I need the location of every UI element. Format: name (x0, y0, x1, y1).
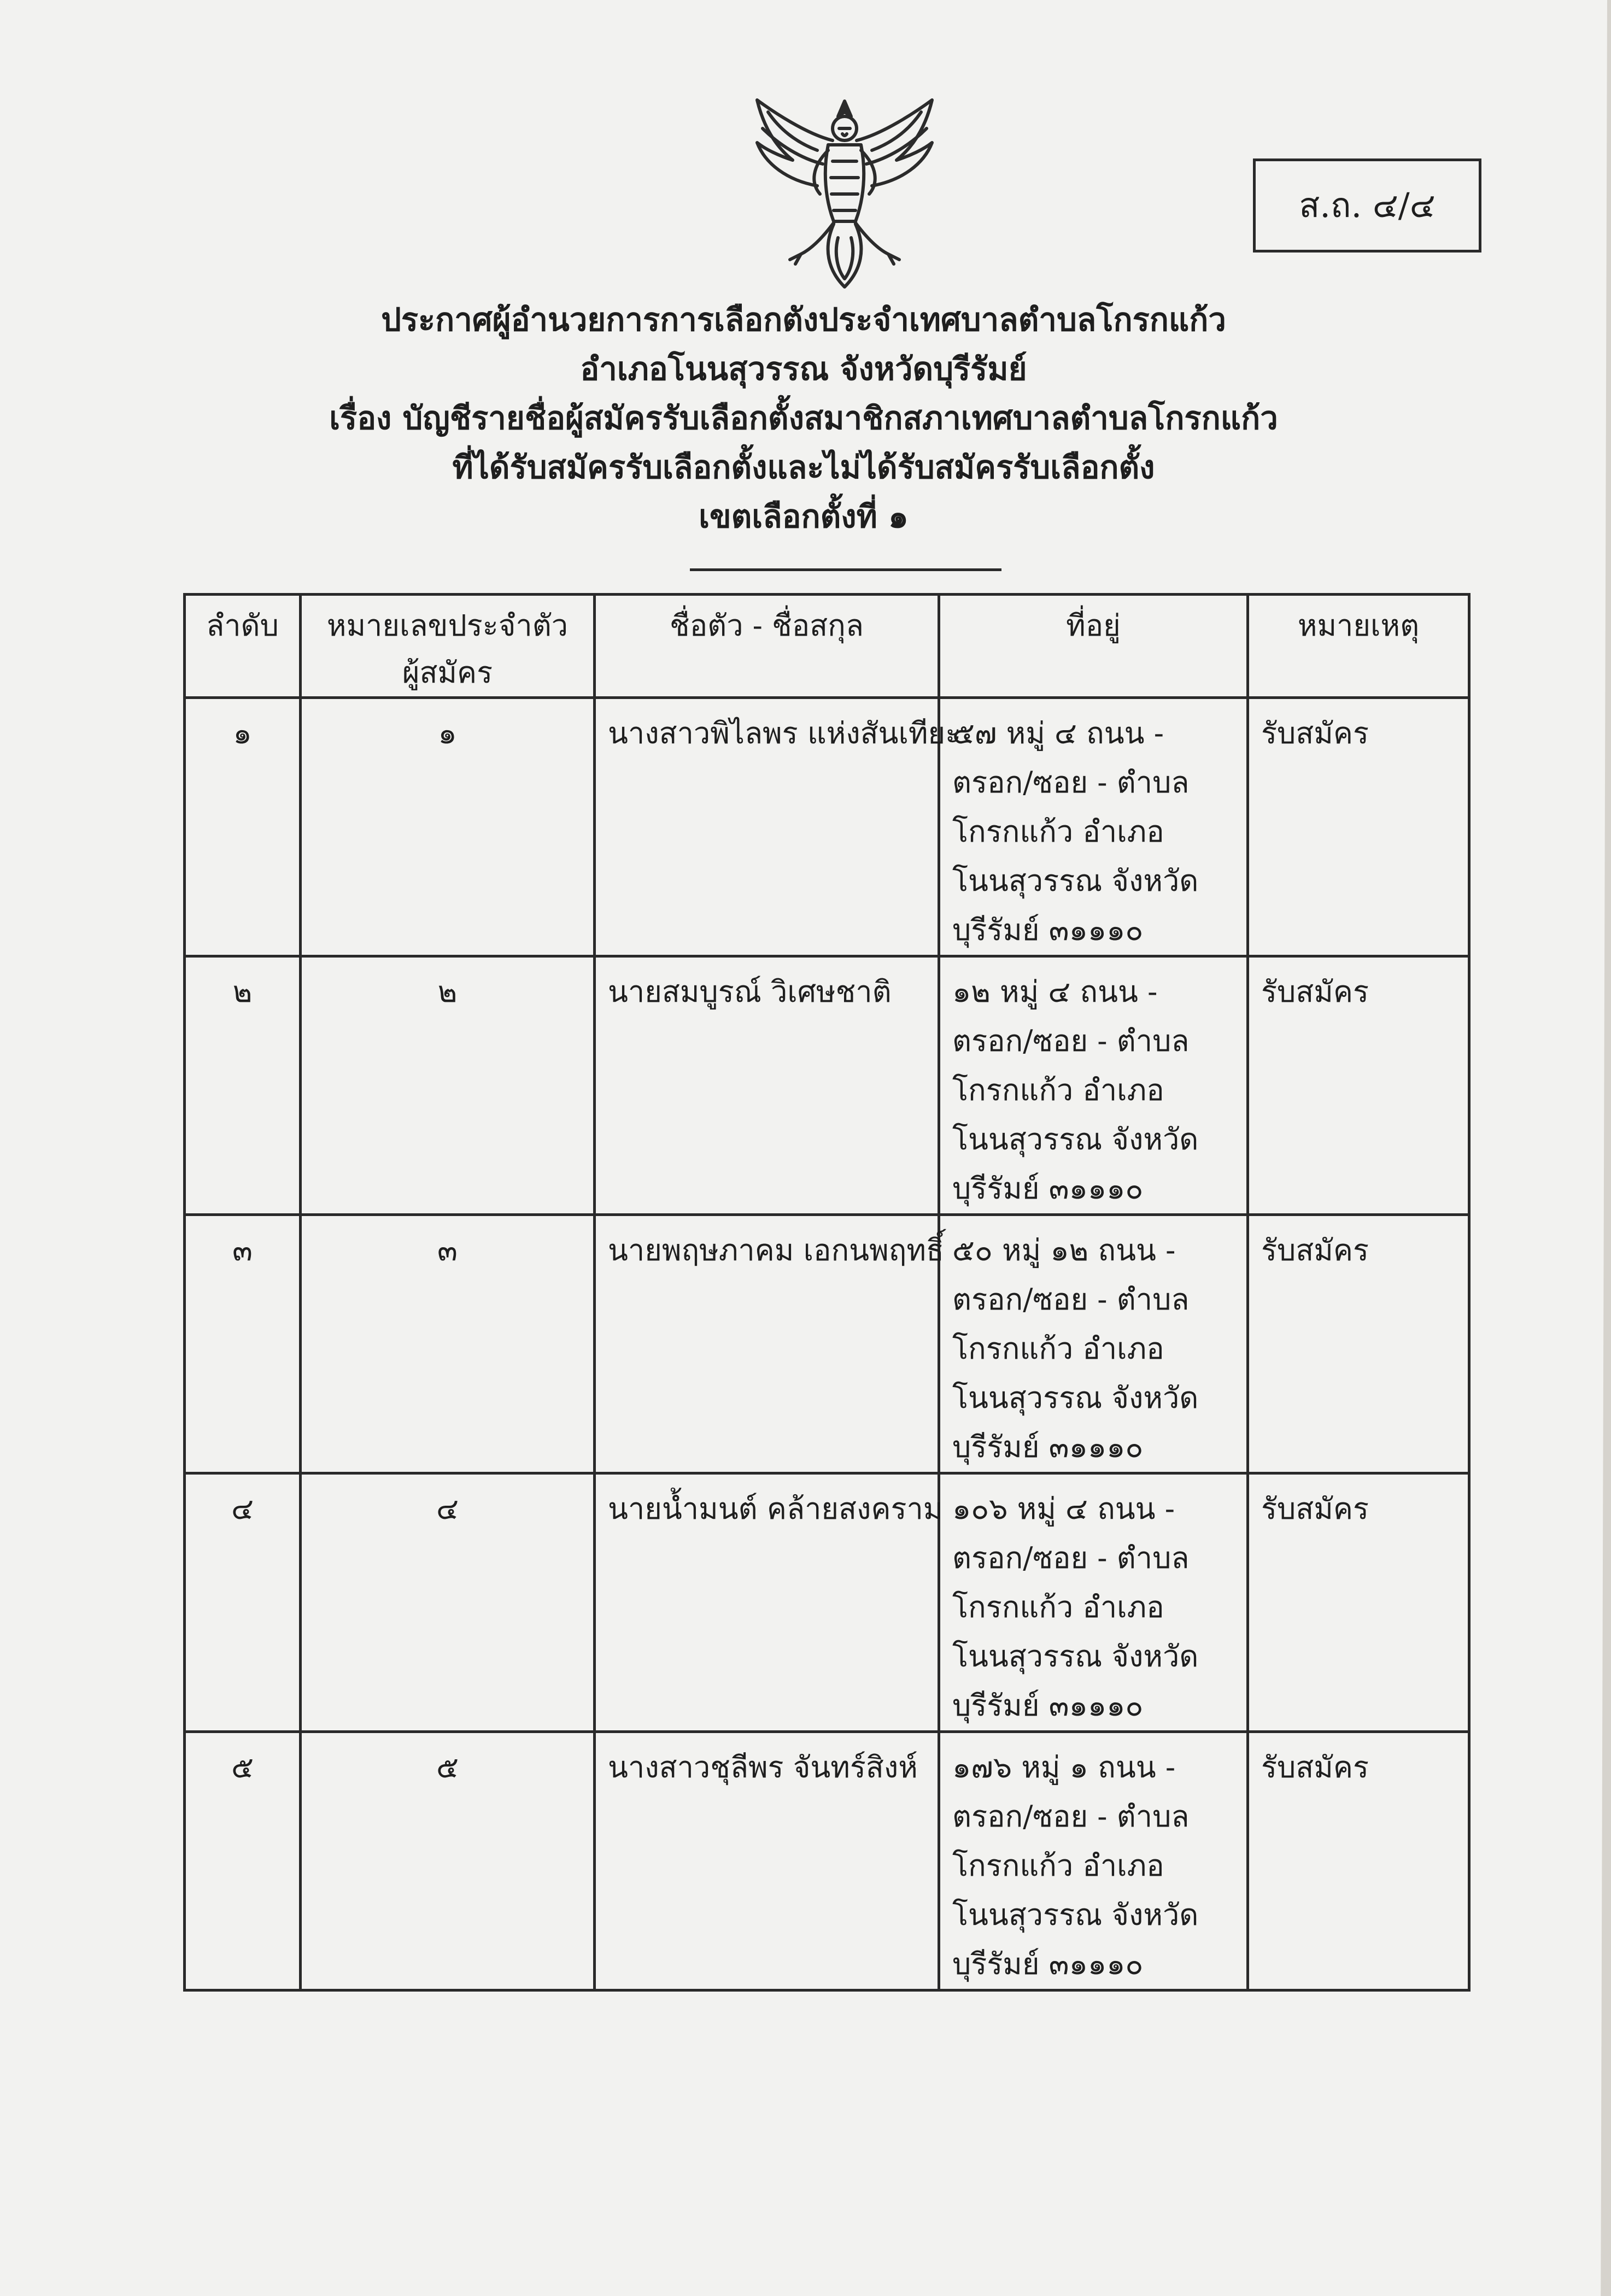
header-index: ลำดับ (185, 595, 301, 698)
form-code: ส.ถ. ๔/๔ (1299, 185, 1436, 225)
address-line: โกรกแก้ว อำเภอ (952, 814, 1164, 849)
header-name: ชื่อตัว - ชื่อสกุล (595, 595, 939, 698)
table-row (185, 1215, 1469, 1473)
row-name-text: นายน้ำมนต์ คล้ายสงคราม (608, 1491, 943, 1526)
announcement-header (0, 295, 1607, 541)
address-line: ๑๒ หมู่ ๔ ถนน - (952, 974, 1158, 1009)
address-line: โกรกแก้ว อำเภอ (952, 1331, 1164, 1366)
header-line-2: อำเภอโนนสุวรรณ จังหวัดบุรีรัมย์ (580, 350, 1027, 387)
address-line: โนนสุวรรณ จังหวัด (952, 1122, 1199, 1156)
address-line: โนนสุวรรณ จังหวัด (952, 864, 1199, 898)
table-header-row (185, 595, 1469, 698)
header-divider (690, 568, 1001, 571)
address-line: บุรีรัมย์ ๓๑๑๑๐ (952, 1430, 1144, 1464)
address-line: ตรอก/ซอย - ตำบล (952, 1541, 1190, 1575)
row-note: รับสมัคร (1248, 1732, 1469, 1990)
address-line: บุรีรัมย์ ๓๑๑๑๐ (952, 1171, 1144, 1206)
row-index: ๒ (185, 956, 301, 1215)
row-name (595, 698, 962, 956)
address-line: ตรอก/ซอย - ตำบล (952, 1799, 1190, 1834)
row-number: ๑ (301, 698, 595, 956)
row-note: รับสมัคร (1248, 1473, 1469, 1732)
address-line: ๑๐๖ หมู่ ๔ ถนน - (952, 1491, 1175, 1526)
address-line: บุรีรัมย์ ๓๑๑๑๐ (952, 1947, 1144, 1981)
row-name-text: นางสาวชุลีพร จันทร์สิงห์ (608, 1750, 918, 1784)
address-line: โกรกแก้ว อำเภอ (952, 1073, 1164, 1107)
row-name (595, 1473, 943, 1732)
garuda-emblem-icon (741, 90, 948, 298)
address-line: บุรีรัมย์ ๓๑๑๑๐ (952, 913, 1144, 947)
candidate-table (183, 593, 1471, 1992)
row-index: ๕ (185, 1732, 301, 1990)
row-note: รับสมัคร (1248, 698, 1469, 956)
address-line: โนนสุวรรณ จังหวัด (952, 1639, 1199, 1673)
address-line: ๑๗๖ หมู่ ๑ ถนน - (952, 1750, 1176, 1784)
row-address (939, 698, 1248, 956)
row-name-text: นายพฤษภาคม เอกนพฤทธิ์ (608, 1233, 944, 1267)
table-row (185, 1473, 1469, 1732)
address-line: ๕๐ หมู่ ๑๒ ถนน - (952, 1233, 1176, 1267)
header-line-1: ประกาศผู้อำนวยการการเลือกตังประจำเทศบาลตำบลโกรกแก้ว (381, 301, 1226, 338)
row-name (595, 956, 939, 1215)
row-index: ๓ (185, 1215, 301, 1473)
address-line: โกรกแก้ว อำเภอ (952, 1590, 1164, 1624)
header-address: ที่อยู่ (939, 595, 1248, 698)
table-row (185, 956, 1469, 1215)
header-number-line-2: ผู้สมัคร (402, 655, 493, 690)
row-note: รับสมัคร (1248, 1215, 1469, 1473)
address-line: โกรกแก้ว อำเภอ (952, 1848, 1164, 1883)
address-line: ตรอก/ซอย - ตำบล (952, 1282, 1190, 1317)
row-name-text: นางสาวพิไลพร แห่งสันเทียะ (608, 716, 962, 750)
row-note: รับสมัคร (1248, 956, 1469, 1215)
row-index: ๑ (185, 698, 301, 956)
row-number: ๓ (301, 1215, 595, 1473)
row-address (939, 1473, 1248, 1732)
address-line: บุรีรัมย์ ๓๑๑๑๐ (952, 1688, 1144, 1723)
row-address (939, 1215, 1248, 1473)
row-address (939, 956, 1248, 1215)
header-line-3: เรื่อง บัญชีรายชื่อผู้สมัครรับเลือกตั้งสมาชิกสภาเทศบาลตำบลโกรกแก้ว (329, 400, 1278, 437)
address-line: โนนสุวรรณ จังหวัด (952, 1381, 1199, 1415)
row-number: ๕ (301, 1732, 595, 1990)
address-line: ตรอก/ซอย - ตำบล (952, 1024, 1190, 1058)
row-address (939, 1732, 1248, 1990)
row-number: ๔ (301, 1473, 595, 1732)
row-index: ๔ (185, 1473, 301, 1732)
address-line: ตรอก/ซอย - ตำบล (952, 765, 1190, 800)
address-line: โนนสุวรรณ จังหวัด (952, 1898, 1199, 1932)
table-row (185, 1732, 1469, 1990)
row-name-text: นายสมบูรณ์ วิเศษชาติ (608, 974, 892, 1009)
row-name (595, 1215, 944, 1473)
address-line: ๕๗ หมู่ ๔ ถนน - (952, 716, 1164, 750)
table-row (185, 698, 1469, 956)
row-number: ๒ (301, 956, 595, 1215)
form-code-box (1253, 158, 1481, 252)
header-note: หมายเหตุ (1248, 595, 1469, 698)
header-line-4: ที่ได้รับสมัครรับเลือกตั้งและไม่ได้รับสมัครรับเลือกตั้ง (452, 449, 1155, 486)
header-line-5: เขตเลือกตั้งที่ ๑ (699, 498, 909, 535)
header-number (301, 595, 595, 698)
header-number-line-1: หมายเลขประจำตัว (326, 608, 569, 643)
row-name (595, 1732, 939, 1990)
